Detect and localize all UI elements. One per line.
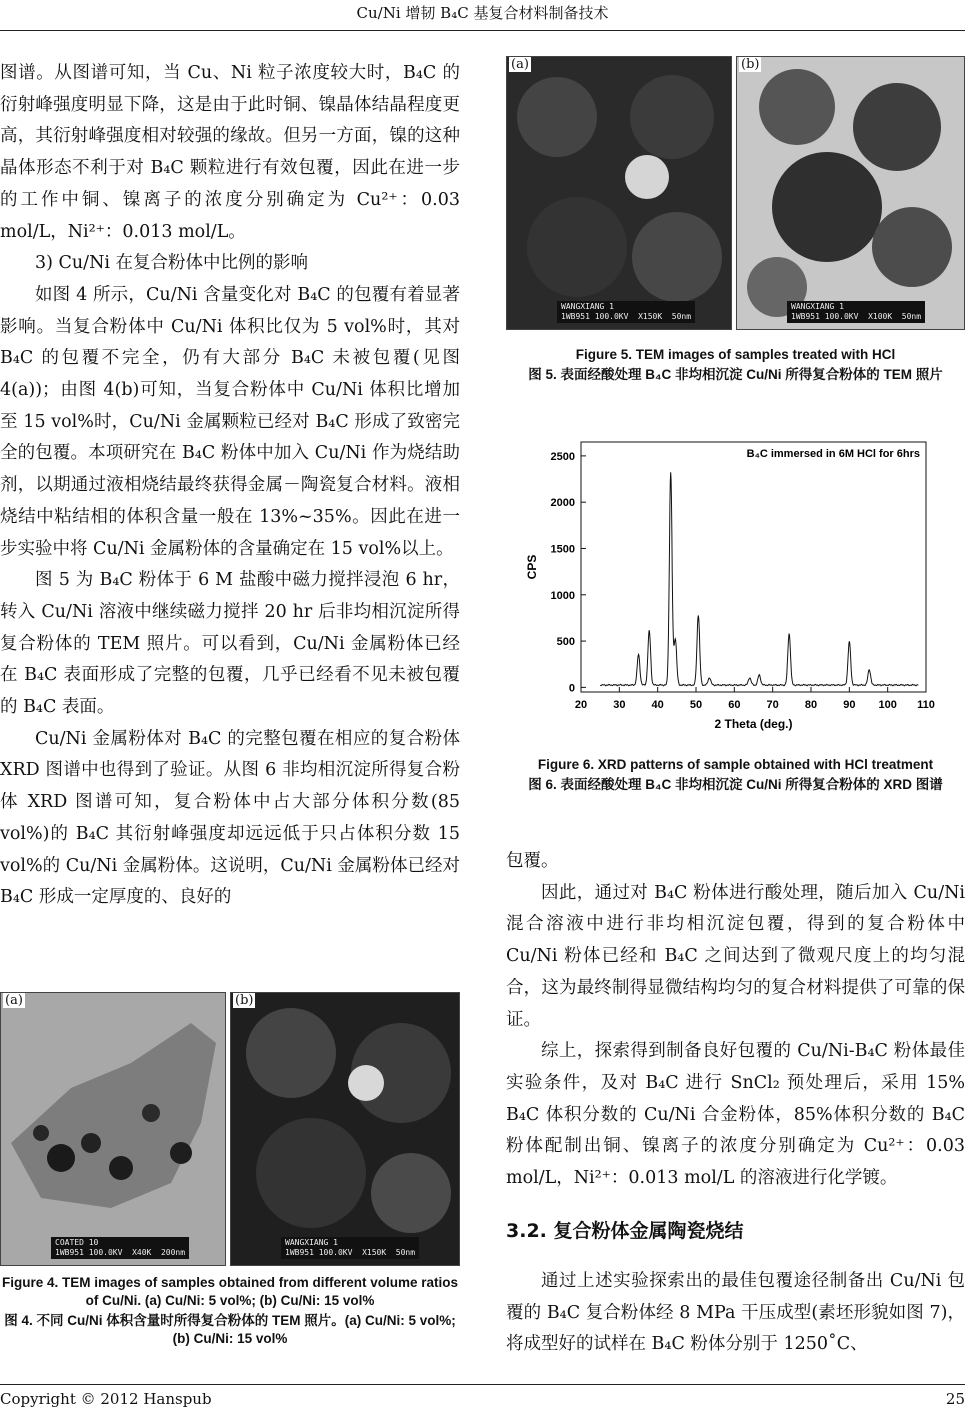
tem-texture xyxy=(507,57,731,329)
x-tick-label: 90 xyxy=(843,699,856,711)
figure-5-caption-zh: 图 5. 表面经酸处理 B₄C 非均相沉淀 Cu/Ni 所得复合粉体的 TEM 照片 xyxy=(528,367,943,382)
paragraph: 如图 4 所示，Cu/Ni 含量变化对 B₄C 的包覆有着显著影响。当复合粉体中 Cu/Ni 体积比仅为 5 vol%时，其对 B₄C 的包覆不完全，仍有大部分 B₄C 未被包覆(见图 4(a))；由图 4(b)可知，当复合粉体中 Cu/Ni 体积比增加至 15 vol%时，Cu/Ni 金属颗粒已经对 B₄C 形成了致密完全的包覆。本项研究在 B₄C 粉体中加入 Cu/Ni 作为烧结助剂，以期通过液相烧结最终获得金属－陶瓷复合材料。液相烧结中粘结相的体积含量一般在 13%~35%。因此在进一步实验中将 Cu/Ni 金属粉体的含量确定在 15 vol%以上。 xyxy=(0,284,460,559)
x-tick-label: 30 xyxy=(613,699,626,711)
panel-label: (b) xyxy=(235,993,254,1008)
y-tick-label: 2000 xyxy=(550,497,575,510)
figure-6-caption-zh: 图 6. 表面经酸处理 B₄C 非均相沉淀 Cu/Ni 所得复合粉体的 XRD 图谱 xyxy=(528,777,943,792)
y-axis-label: CPS xyxy=(525,554,539,580)
x-tick-label: 40 xyxy=(651,699,664,711)
paragraph: 包覆。 xyxy=(506,851,559,871)
x-tick-label: 100 xyxy=(878,699,897,711)
panel-label: (a) xyxy=(5,993,23,1008)
scale-bar: WANGXIANG 1 1WB951 100.0KV X150K 50nm xyxy=(557,301,695,323)
figure-4 xyxy=(0,992,460,1372)
tem-texture xyxy=(231,993,459,1265)
y-tick-label: 500 xyxy=(556,636,575,649)
paragraph: Cu/Ni 金属粉体对 B₄C 的完整包覆在相应的复合粉体 XRD 图谱中也得到了验证。从图 6 非均相沉淀所得复合粉体 XRD 图谱可知，复合粉体中占大部分体积分数(85 vol%)的 B₄C 其衍射峰强度却远远低于只占体积分数 15 vol%的 Cu/Ni 金属粉体。这说明，Cu/Ni 金属粉体已经对 B₄C 形成一定厚度的、良好的 xyxy=(0,728,460,908)
footer-rule xyxy=(0,1384,965,1385)
subsection-heading: 3) Cu/Ni 在复合粉体中比例的影响 xyxy=(35,253,309,274)
header-rule xyxy=(0,30,965,31)
scale-bar: WANGXIANG 1 1WB951 100.0KV X150K 50nm xyxy=(281,1237,419,1259)
panel-label: (b) xyxy=(741,57,760,72)
tem-image-4a xyxy=(0,992,226,1266)
tem-image-5a xyxy=(506,56,732,330)
x-axis-label: 2 Theta (deg.) xyxy=(714,717,793,731)
scale-bar: COATED 10 1WB951 100.0KV X40K 200nm xyxy=(51,1237,189,1259)
tem-texture xyxy=(1,993,225,1265)
xrd-chart xyxy=(506,430,965,750)
x-tick-label: 80 xyxy=(804,699,818,711)
right-column-upper xyxy=(506,846,965,1195)
figure-6-caption-en: Figure 6. XRD patterns of sample obtained with HCl treatment xyxy=(537,757,934,772)
xrd-series-line xyxy=(600,472,918,686)
paragraph: 通过上述实验探索出的最佳包覆途径制备出 Cu/Ni 包覆的 B₄C 复合粉体经 8 MPa 干压成型(素坯形貌如图 7)，将成型好的试样在 B₄C 粉体分别于 1250˚C、 xyxy=(506,1271,965,1355)
paragraph: 图谱。从图谱可知，当 Cu、Ni 粒子浓度较大时，B₄C 的衍射峰强度明显下降，这是由于此时铜、镍晶体结晶程度更高，其衍射峰强度相对较强的缘故。但另一方面，镍的这种晶体形态不利于对 B₄C 颗粒进行有效包覆，因此在进一步的工作中铜、镍离子的浓度分别确定为 Cu²⁺：0.03 mol/L，Ni²⁺：0.013 mol/L。 xyxy=(0,63,460,242)
x-tick-label: 60 xyxy=(728,699,741,711)
page-number: 25 xyxy=(945,1390,965,1408)
running-head: Cu/Ni 增韧 B₄C 基复合材料制备技术 xyxy=(356,4,609,22)
left-column xyxy=(0,58,460,914)
figure-6 xyxy=(506,430,965,820)
y-tick-label: 2500 xyxy=(550,450,575,463)
paragraph: 图 5 为 B₄C 粉体于 6 M 盐酸中磁力搅拌浸泡 6 hr，转入 Cu/Ni 溶液中继续磁力搅拌 20 hr 后非均相沉淀所得复合粉体的 TEM 照片。可以看到，Cu/Ni 金属粉体已经在 B₄C 表面形成了完整的包覆，几乎已经看不见未被包覆的 B₄C 表面。 xyxy=(0,570,460,718)
paragraph: 因此，通过对 B₄C 粉体进行酸处理，随后加入 Cu/Ni 混合溶液中进行非均相沉淀包覆，得到的复合粉体中 Cu/Ni 粉体已经和 B₄C 之间达到了微观尺度上的均匀混合，这为最终制得显微结构均匀的复合材料提供了可靠的保证。 xyxy=(506,882,965,1030)
figure-4-caption-en: Figure 4. TEM images of samples obtained from different volume ratios of Cu/Ni. (a) Cu/Ni: 5 vol%; (b) Cu/Ni: 15 vol% xyxy=(1,1275,459,1308)
copyright: Copyright © 2012 Hanspub xyxy=(0,1390,212,1408)
figure-5-caption-en: Figure 5. TEM images of samples treated with HCl xyxy=(575,347,896,362)
chart-annotation: B₄C immersed in 6M HCl for 6hrs xyxy=(746,448,920,460)
x-axis xyxy=(575,687,935,711)
tem-image-4b xyxy=(230,992,460,1266)
plot-frame xyxy=(581,442,926,692)
tem-image-5b xyxy=(736,56,965,330)
figure-4-caption-zh: 图 4. 不同 Cu/Ni 体积含量时所得复合粉体的 TEM 照片。(a) Cu/Ni: 5 vol%; (b) Cu/Ni: 15 vol% xyxy=(4,1313,456,1346)
x-tick-label: 50 xyxy=(689,699,703,711)
x-tick-label: 110 xyxy=(917,699,935,711)
figure-5 xyxy=(506,56,965,406)
x-tick-label: 20 xyxy=(574,699,588,711)
y-tick-label: 1500 xyxy=(550,543,575,556)
section-heading: 3.2. 复合粉体金属陶瓷烧结 xyxy=(506,1220,744,1242)
paragraph: 综上，探索得到制备良好包覆的 Cu/Ni-B₄C 粉体最佳实验条件，及对 B₄C 进行 SnCl₂ 预处理后，采用 15% B₄C 体积分数的 Cu/Ni 合金粉体，85%体积分数的 B₄C 粉体配制出铜、镍离子的浓度分别确定为 Cu²⁺：0.03 mol/L，Ni²⁺：0.013 mol/L 的溶液进行化学镀。 xyxy=(506,1041,965,1189)
right-column-lower xyxy=(506,1266,965,1361)
x-tick-label: 70 xyxy=(766,699,779,711)
y-tick-label: 0 xyxy=(568,682,575,695)
y-tick-label: 1000 xyxy=(550,589,575,602)
panel-label: (a) xyxy=(511,57,529,72)
scale-bar: WANGXIANG 1 1WB951 100.0KV X100K 50nm xyxy=(787,301,925,323)
tem-texture xyxy=(737,57,964,329)
